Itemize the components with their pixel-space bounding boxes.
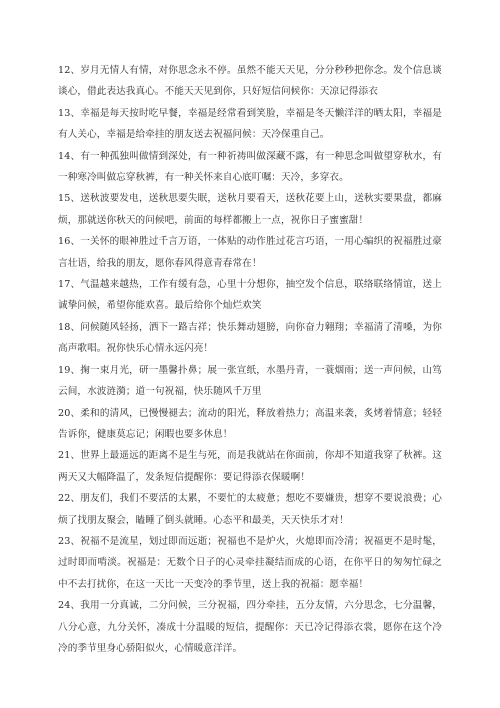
paragraph-12: [58, 60, 442, 103]
paragraph-22: [58, 488, 442, 531]
paragraph-15: [58, 188, 442, 231]
paragraph-number: 18: [58, 321, 71, 333]
paragraph-number: 14: [58, 150, 71, 162]
paragraph-text: 、朋友们，我们不要活的太累，不要忙的太疲惫；想吃不要嫌贵，想穿不要说浪费；心烦了找朋友聚会，瞌睡了倒头就睡。心态平和最美，天天快乐才对！: [58, 493, 442, 526]
paragraph-19: [58, 360, 442, 403]
paragraph-number: 16: [58, 236, 71, 248]
paragraph-text: 、我用一分真诚，二分问候，三分祝福，四分牵挂，五分友情，六分思念，七分温馨，八分心意，九分关怀，凑成十分温暖的短信，提醒你：天已冷记得添衣裳，愿你在这个冷冷的季节里身心骄阳似火，心情暖意洋洋。: [58, 600, 442, 654]
paragraph-text: 、问候随风轻扬，洒下一路吉祥；快乐舞动翅膀，向你奋力翱翔；幸福清了清嗓，为你高声歌唱。祝你快乐心情永远闪亮！: [58, 321, 442, 355]
paragraph-24: [58, 595, 442, 659]
paragraph-text: 、送秋波要发电，送秋思要失眠，送秋月要看天，送秋花要上山，送秋实要果盘，都麻烦，那就送你秋天的问候吧，前面的每样都搬上一点，祝你日子蜜蜜甜！: [58, 193, 442, 226]
paragraph-text: 、岁月无情人有情，对你思念永不停。虽然不能天天见，分分秒秒把你念。发个信息谈谈心，借此表达我真心。不能天天见到你，只好短信问候你：天凉记得添衣: [58, 65, 442, 98]
paragraph-14: [58, 146, 442, 189]
paragraph-20: [58, 403, 442, 446]
paragraph-text: 、一关怀的眼神胜过千言万语，一体贴的动作胜过花言巧语，一用心编织的祝福胜过豪言壮语，给我的朋友，愿你春风得意青春常在！: [58, 236, 442, 269]
paragraph-text: 、柔和的清风，已慢慢褪去；流动的阳光，释放着热力；高温来袭，炙烤着情意；轻轻告诉你，健康莫忘记；闲暇也要多休息！: [58, 407, 442, 440]
paragraph-text: 、幸福是每天按时吃早餐，幸福是经常看到笑脸，幸福是冬天懒洋洋的晒太阳，幸福是有人关心，幸福是给牵挂的朋友送去祝福问候：天冷保重自己。: [58, 107, 442, 141]
paragraph-number: 21: [58, 450, 71, 462]
paragraph-16: [58, 231, 442, 274]
paragraph-text: 、气温越来越热，工作有缓有急，心里十分想你，抽空发个信息，联络联络情谊，送上诚挚问候，希望你能欢喜。最后给你个灿烂欢笑: [58, 279, 442, 312]
paragraph-21: [58, 445, 442, 488]
paragraph-13: [58, 103, 442, 146]
paragraph-number: 13: [58, 107, 71, 119]
paragraph-text: 、世界上最遥远的距离不是生与死，而是我就站在你面前，你却不知道我穿了秋裤。这两天又大幅降温了，发条短信提醒你：要记得添衣保暖啊！: [58, 450, 442, 483]
paragraph-number: 24: [58, 600, 71, 612]
paragraph-number: 15: [58, 193, 71, 205]
paragraph-23: [58, 531, 442, 595]
paragraph-number: 22: [58, 493, 71, 505]
paragraph-number: 23: [58, 535, 71, 547]
paragraph-number: 12: [58, 65, 71, 76]
paragraph-text: 、祝福不是流星，划过即而远逝；祝福也不是炉火，火熄即而冷清；祝福更不是时髦，过时即而啃淡。祝福是：无数个日子的心灵牵挂凝结而成的心语，在你平日的匆匆忙碌之中不去打扰你，在这一天比一天变冷的季节里，送上我的祝福：愿幸福！: [58, 535, 442, 590]
paragraph-17: [58, 274, 442, 317]
paragraph-number: 19: [58, 364, 71, 376]
paragraph-number: 20: [58, 407, 71, 419]
paragraph-text: 、有一种孤独叫做情到深处，有一种祈祷叫做深藏不露，有一种思念叫做望穿秋水，有一种寒冷叫做忘穿秋裤，有一种关怀来自心底叮嘱：天冷，多穿衣。: [58, 150, 442, 184]
paragraph-18: [58, 317, 442, 360]
paragraph-number: 17: [58, 279, 71, 291]
paragraph-text: 、掬一束月光，研一墨馨扑鼻；展一张宣纸，水墨丹青，一蓑烟雨；送一声问候，山笃云间，水波涟漪；道一句祝福，快乐随风千万里: [58, 364, 442, 398]
